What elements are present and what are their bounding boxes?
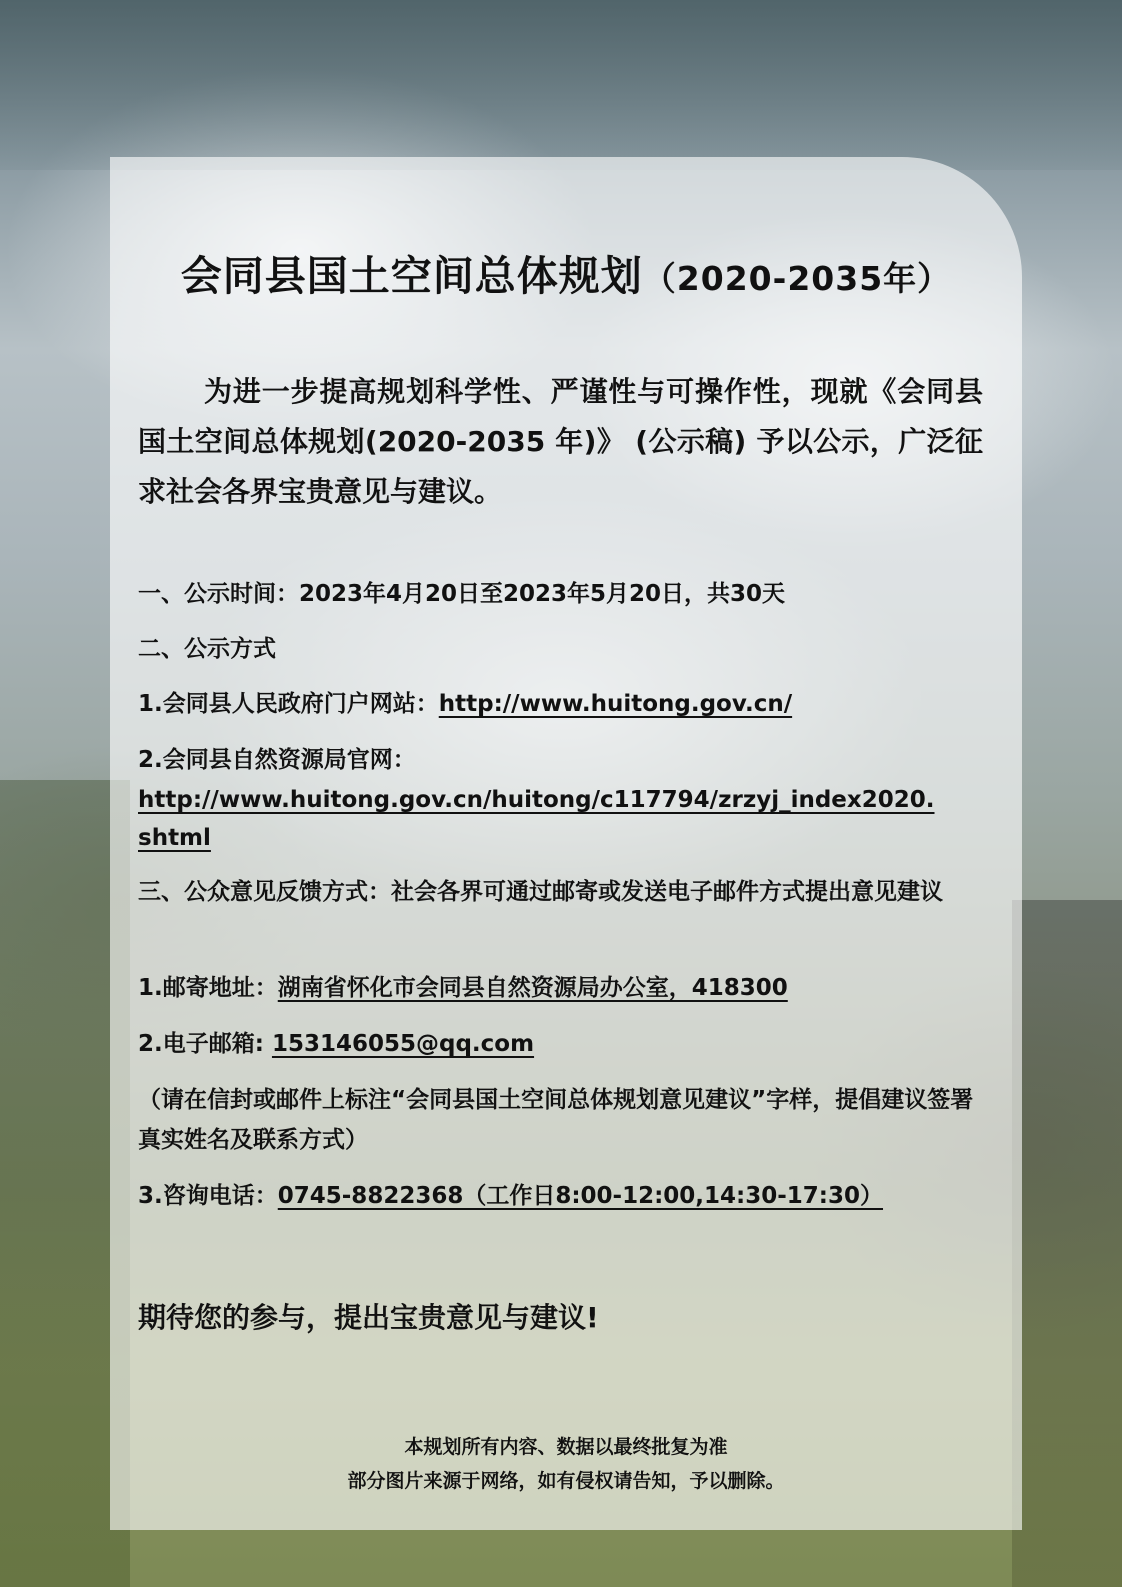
mail-label: 1.邮寄地址： — [138, 975, 278, 1001]
intro-paragraph: 为进一步提高规划科学性、严谨性与可操作性，现就《会同县国土空间总体规划(2020-2035 年)》 (公示稿) 予以公示，广泛征求社会各界宝贵意见与建议。 — [138, 375, 983, 508]
website2-label: 2.会同县自然资源局官网： — [138, 747, 416, 773]
email-item — [138, 1024, 988, 1064]
email-address[interactable]: 153146055@qq.com — [271, 1031, 535, 1057]
website1-item — [138, 684, 988, 724]
phone-label: 3.咨询电话： — [138, 1183, 278, 1209]
website2-url-part2[interactable]: shtml — [138, 825, 211, 851]
email-label: 2.电子邮箱: — [138, 1031, 272, 1057]
website1-link[interactable]: http://www.huitong.gov.cn/ — [438, 691, 793, 717]
background-trees-right — [1012, 900, 1122, 1587]
background-mountain-top — [0, 0, 1122, 170]
feedback-heading: 三、公众意见反馈方式：社会各界可通过邮寄或发送电子邮件方式提出意见建议 — [138, 879, 943, 905]
website2-url-part1[interactable]: http://www.huitong.gov.cn/huitong/c117794/zrzyj_index2020. — [138, 787, 935, 813]
mail-item — [138, 968, 988, 1008]
note-text: （请在信封或邮件上标注“会同县国土空间总体规划意见建议”字样，提倡建议签署真实姓名及联系方式） — [138, 1087, 974, 1153]
website2-link-line2[interactable] — [138, 818, 988, 858]
footer-copyright: 部分图片来源于网络，如有侵权请告知，予以删除。 — [347, 1470, 785, 1492]
footer-disclaimer: 本规划所有内容、数据以最终批复为准 — [404, 1436, 728, 1458]
phone-item — [138, 1176, 988, 1216]
publicity-period: 一、公示时间：2023年4月20日至2023年5月20日，共30天 — [138, 581, 786, 607]
mail-address: 湖南省怀化市会同县自然资源局办公室，418300 — [277, 975, 788, 1001]
method-heading: 二、公示方式 — [138, 636, 276, 662]
page-title — [110, 243, 1022, 302]
closing-text: 期待您的参与，提出宝贵意见与建议! — [138, 1301, 599, 1334]
website1-label: 1.会同县人民政府门户网站： — [138, 691, 439, 717]
website2-link-line1[interactable] — [138, 780, 988, 820]
title-main: 会同县国土空间总体规划 — [180, 252, 643, 300]
title-year: （2020-2035年） — [642, 259, 952, 298]
phone-number: 0745-8822368（工作日8:00-12:00,14:30-17:30） — [277, 1183, 884, 1209]
